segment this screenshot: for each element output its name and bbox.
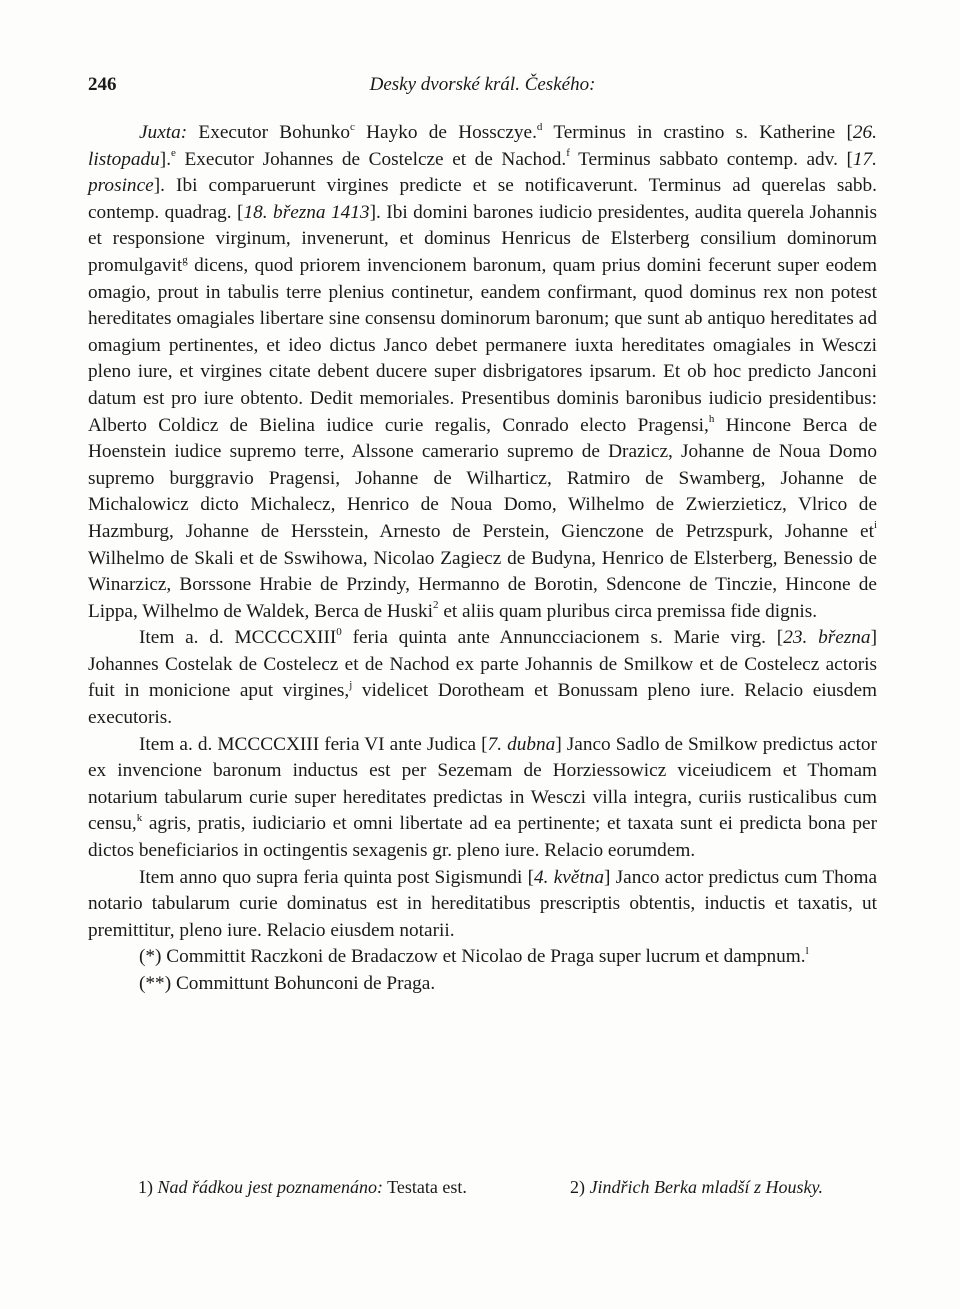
running-header bbox=[88, 74, 877, 100]
footnote-ref: h bbox=[708, 413, 715, 426]
footnote-ref: j bbox=[349, 679, 353, 692]
footnote-2: 2) Jindřich Berka mladší z Housky. bbox=[570, 1177, 823, 1197]
paragraph bbox=[88, 625, 877, 731]
text-run: Executor Bohunko bbox=[187, 122, 350, 143]
text-run: Wilhelmo de Skali et de Sswihowa, Nicolao Zagiecz de Budyna, Henrico de Elsterberg, Benessio de Winarzicz, Borssone Hrabie de Przindy, Hermanno de Borotin, Sdencone de Tinczie, Hincone de Lippa, Wilhelmo de Waldek, Berca de Huski bbox=[88, 547, 877, 622]
text-run: (*) Committit Raczkoni de Bradaczow et Nicolao de Praga super lucrum et dampnum. bbox=[139, 946, 806, 968]
text-run: Item a. d. MCCCCXIII bbox=[139, 627, 337, 649]
footnote-ref: k bbox=[136, 812, 143, 825]
text-run: Hayko de Hossczye. bbox=[354, 122, 537, 143]
text-run: Item anno quo supra feria quinta post Sigismundi [ bbox=[139, 866, 535, 888]
text-run: 17. prosince bbox=[88, 148, 877, 197]
paragraph bbox=[88, 732, 877, 865]
paragraph bbox=[88, 944, 877, 971]
footnote-ref: e bbox=[171, 147, 176, 160]
footnote-ref: l bbox=[805, 944, 809, 957]
text-run: 18. března 1413 bbox=[243, 201, 370, 223]
text-run: Item a. d. MCCCCXIII feria VI ante Judica [ bbox=[139, 733, 488, 755]
paragraph bbox=[88, 865, 877, 945]
text-run: ] Janco actor predictus cum Thoma notario tabularum curie dominatus est in hereditatibus prescriptis obtentis, inductis et taxatis, ut premittitur, pleno iure. Relacio eiusdem notarii. bbox=[88, 866, 878, 941]
text-run: ]. Ibi domini barones iudicio presidentes, audita querela Johannis et responsione virginum, invenerunt, et dominus Henricus de Elsterberg consilium dominorum promulgavit bbox=[88, 201, 877, 276]
paragraph bbox=[88, 120, 877, 625]
footnote-ref: c bbox=[349, 120, 355, 133]
text-run: ]. Ibi comparuerunt virgines predicte et se notificaverunt. Terminus ad querelas sabb. contemp. quadrag. [ bbox=[88, 175, 877, 223]
footnote-ref: 2 bbox=[433, 599, 439, 612]
running-title: Desky dvorské král. Českého: bbox=[369, 74, 596, 95]
text-run: dicens, quod priorem invencionem baronum, quam prius domini fecerunt super eodem omagio, prout in tabulis terre plenius continetur, eandem confirmant, quod dominus rex non potest hereditates omagiales libertare sine consensu dominorum baronum; que sunt ab antiquo hereditates ad omagium pertinentes, et ideo dictus Janco debet permanere iuxta hereditates omagiales in Wesczi pleno iure, et virgines citate debent ducere super disbrigatores ipsarum. Et ob hoc predicto Janconi datum est pro iure obtento. Dedit memoriales. Presentibus dominis baronibus iudicio presidentibus: Alberto Coldicz de Bielina iudice curie regalis, Conrado electo Pragensi, bbox=[88, 254, 877, 436]
text-run: (**) Committunt Bohunconi de Praga. bbox=[139, 973, 436, 994]
footnote-ref: i bbox=[873, 519, 877, 532]
text-run: ] Johannes Costelak de Costelecz et de Nachod ex parte Johannis de Smilkow et de Costelecz actoris fuit in monicione aput virgines, bbox=[88, 627, 877, 702]
text-run: ]. bbox=[159, 148, 172, 170]
page-number: 246 bbox=[88, 74, 117, 95]
text-run: videlicet Dorotheam et Bonussam pleno iure. Relacio eiusdem executoris. bbox=[88, 680, 877, 729]
text-run: 23. března bbox=[783, 627, 871, 649]
text-run: feria quinta ante Annuncciacionem s. Marie virg. [ bbox=[341, 627, 784, 649]
main-text bbox=[88, 120, 877, 998]
footnote-1-label: Nad řádkou jest poznamenáno: bbox=[157, 1177, 383, 1197]
footnote-2-label: Jindřich Berka mladší z Housky. bbox=[589, 1177, 823, 1197]
text-run: ] Janco Sadlo de Smilkow predictus actor ex invencione baronum inductus est per Sezemam de Horziessowicz viceiudicem et Thomam notarium tabularum curie super hereditates predictas in Wesczi villa integra, curiis rusticalibus cum censu, bbox=[88, 733, 877, 835]
text-run: et aliis quam pluribus circa premissa fide dignis. bbox=[438, 600, 818, 622]
text-run: Terminus in crastino s. Katherine [ bbox=[542, 122, 853, 143]
text-run: 7. dubna bbox=[487, 733, 556, 755]
text-run: agris, pratis, iudiciario et omni libertate ad ea pertinente; et taxata sunt ei predicta bona per dictos beneficiarios in octingentis sexagenis gr. pleno iure. Relacio eorumdem. bbox=[88, 813, 877, 862]
footnote-ref: d bbox=[536, 120, 543, 133]
footnote-ref: 0 bbox=[336, 625, 342, 638]
text-run: Terminus sabbato contemp. adv. [ bbox=[569, 148, 853, 170]
text-run: 4. května bbox=[534, 866, 605, 888]
footnote-ref: g bbox=[182, 253, 188, 266]
footnotes bbox=[138, 1175, 877, 1199]
footnote-ref: f bbox=[566, 147, 570, 160]
text-run: Executor Johannes de Costelcze et de Nachod. bbox=[175, 148, 567, 170]
paragraph bbox=[88, 971, 877, 998]
footnote-1-text: Testata est. bbox=[382, 1177, 467, 1197]
footnote-1: 1) Nad řádkou jest poznamenáno: Testata est. bbox=[138, 1177, 467, 1197]
text-run: 26. listopadu bbox=[88, 122, 877, 170]
text-run: Hincone Berca de Hoenstein iudice supremo terre, Alssone camerario supremo de Drazicz, Johanne de Noua Domo supremo burggravio Pragensi, Johanne de Wilharticz, Ratmiro de Swamberg, Johanne de Michalowicz dicto Michalecz, Henrico de Noua Domo, Wilhelmo de Zwierzieticz, Vlrico de Hazmburg, Johanne de Hersstein, Arnesto de Perstein, Gienczone de Petrzspurk, Johanne et bbox=[88, 414, 878, 542]
text-run: Juxta: bbox=[139, 122, 188, 143]
